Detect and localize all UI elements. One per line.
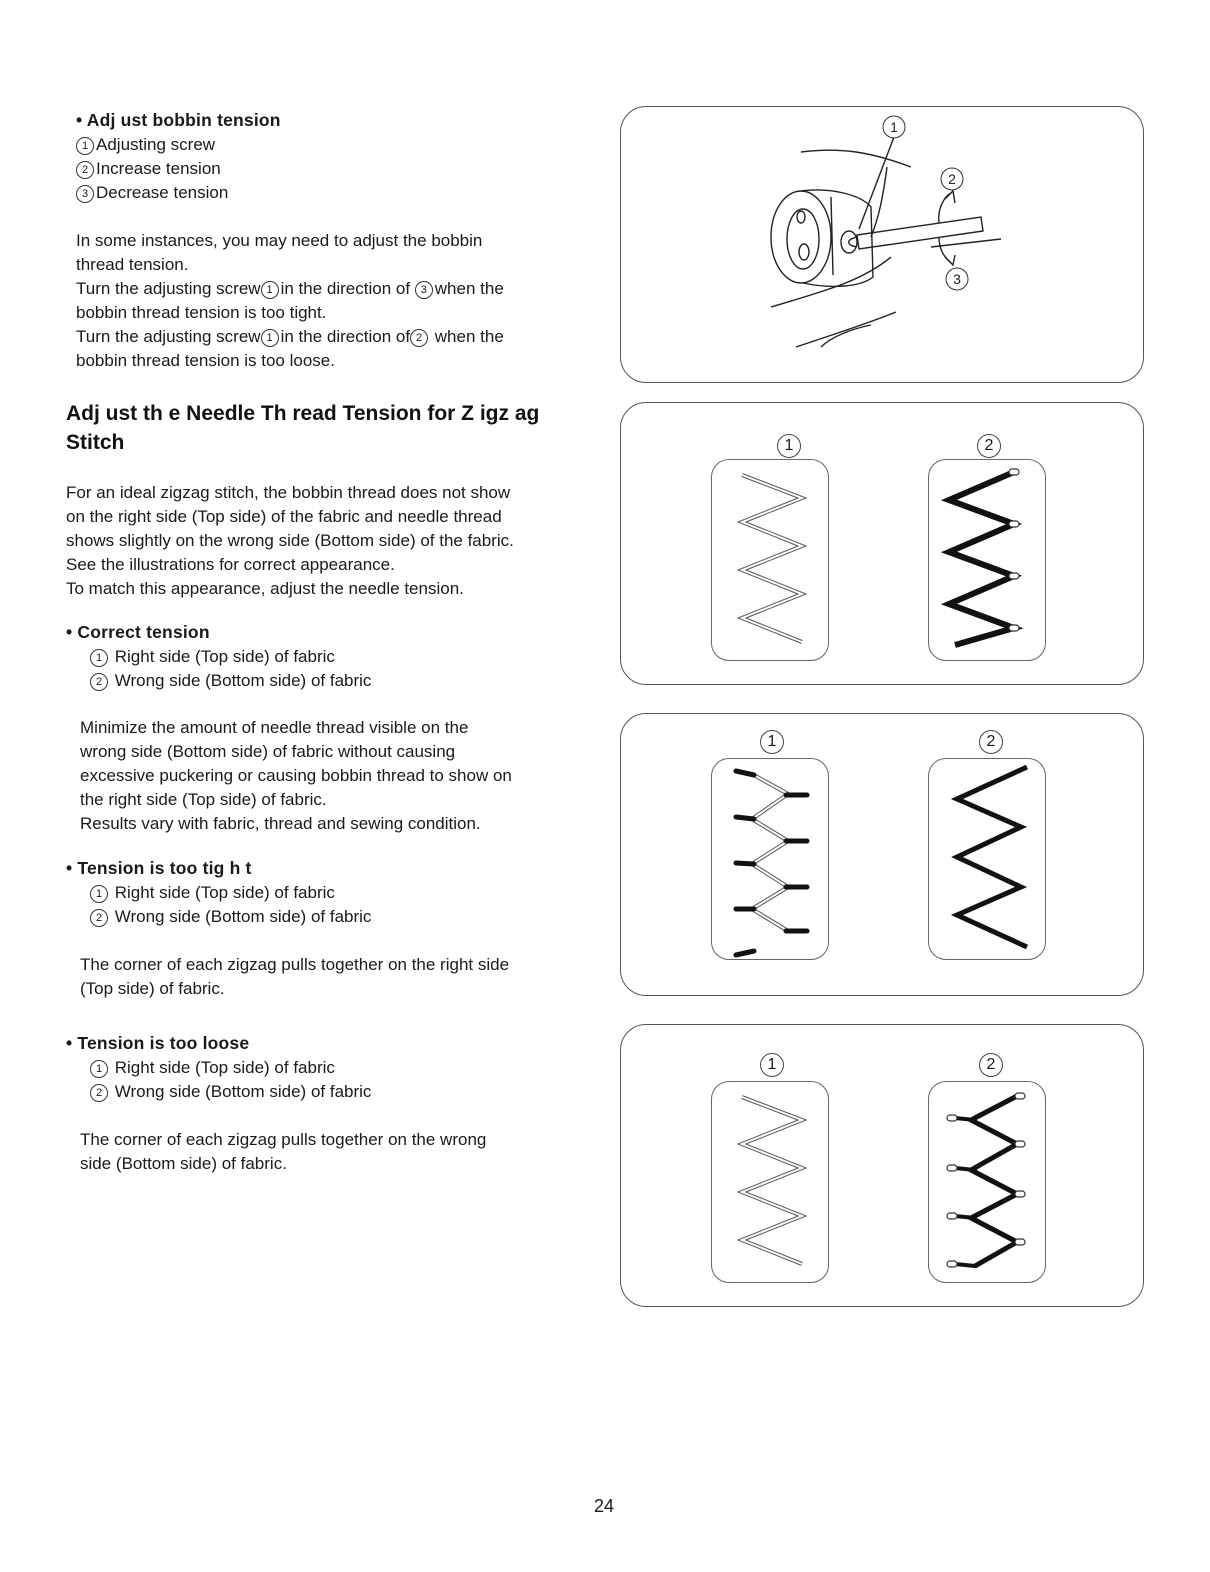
bobbin-case-illustration-panel [620, 106, 1144, 383]
label-wrong-side: 2 [977, 434, 1001, 458]
tension-loose-heading: • Tension is too loose [66, 1033, 250, 1053]
bobbin-case-illustration [621, 107, 1143, 382]
correct-tension-illustration-panel [620, 402, 1144, 685]
list-item: 2 Wrong side (Bottom side) of fabric [90, 905, 371, 929]
label-right-side: 1 [760, 730, 784, 754]
tension-loose-paragraph: The corner of each zigzag pulls together on the wrong side (Bottom side) of fabric. [80, 1130, 487, 1173]
right-side-fabric-sample [711, 459, 829, 661]
tension-tight-paragraph: The corner of each zigzag pulls together on the right side (Top side) of fabric. [80, 955, 510, 998]
label-right-side: 1 [777, 434, 801, 458]
wrong-side-fabric-sample [928, 1081, 1046, 1283]
list-item: 1 Right side (Top side) of fabric [90, 1056, 335, 1080]
list-item: 1 Right side (Top side) of fabric [90, 645, 335, 669]
callout-2: 2 [948, 171, 956, 187]
bobbin-tension-heading: • Adj ust bobbin tension [76, 110, 281, 130]
callout-3: 3 [953, 271, 961, 287]
tension-loose-illustration-panel [620, 1024, 1144, 1307]
tension-tight-heading: • Tension is too tig h t [66, 858, 252, 878]
wrong-side-fabric-sample [928, 459, 1046, 661]
tension-tight-illustration-panel [620, 713, 1144, 996]
label-wrong-side: 2 [979, 1053, 1003, 1077]
list-item: 1 Adjusting screw [76, 133, 215, 157]
correct-tension-heading: • Correct tension [66, 622, 210, 642]
page-number: 24 [594, 1496, 615, 1516]
right-side-fabric-sample [711, 758, 829, 960]
bobbin-paragraph: In some instances, you may need to adjust the bobbin thread tension. Turn the adjusting screw 1 in the direction of 3 when the bobbin thread tension is too tight. Turn the adjusting screw 1 in the direction of 2 when the bobbin thread tension is too loose. [76, 231, 504, 370]
zigzag-intro-paragraph: For an ideal zigzag stitch, the bobbin thread does not show on the right side (Top side) of the fabric and needle thread shows slightly on the wrong side (Bottom side) of the fabric. See the illustrations for correct appearance. To match this appearance, adjust the needle tension. [66, 483, 514, 598]
label-right-side: 1 [760, 1053, 784, 1077]
list-item: 2 Wrong side (Bottom side) of fabric [90, 1080, 371, 1104]
zigzag-section-title: Adj ust th e Needle Th read Tension for Z igz ag Stitch [66, 402, 540, 454]
list-item: 1 Right side (Top side) of fabric [90, 881, 335, 905]
list-item: 2 Increase tension [76, 157, 221, 181]
correct-tension-paragraph: Minimize the amount of needle thread visible on the wrong side (Bottom side) of fabric without causing excessive puckering or causing bobbin thread to show on the right side (Top side) of fabric. Results vary with fabric, thread and sewing condition. [80, 718, 512, 833]
right-side-fabric-sample [711, 1081, 829, 1283]
callout-1: 1 [890, 119, 898, 135]
list-item: 3 Decrease tension [76, 181, 228, 205]
list-item: 2 Wrong side (Bottom side) of fabric [90, 669, 371, 693]
wrong-side-fabric-sample [928, 758, 1046, 960]
label-wrong-side: 2 [979, 730, 1003, 754]
